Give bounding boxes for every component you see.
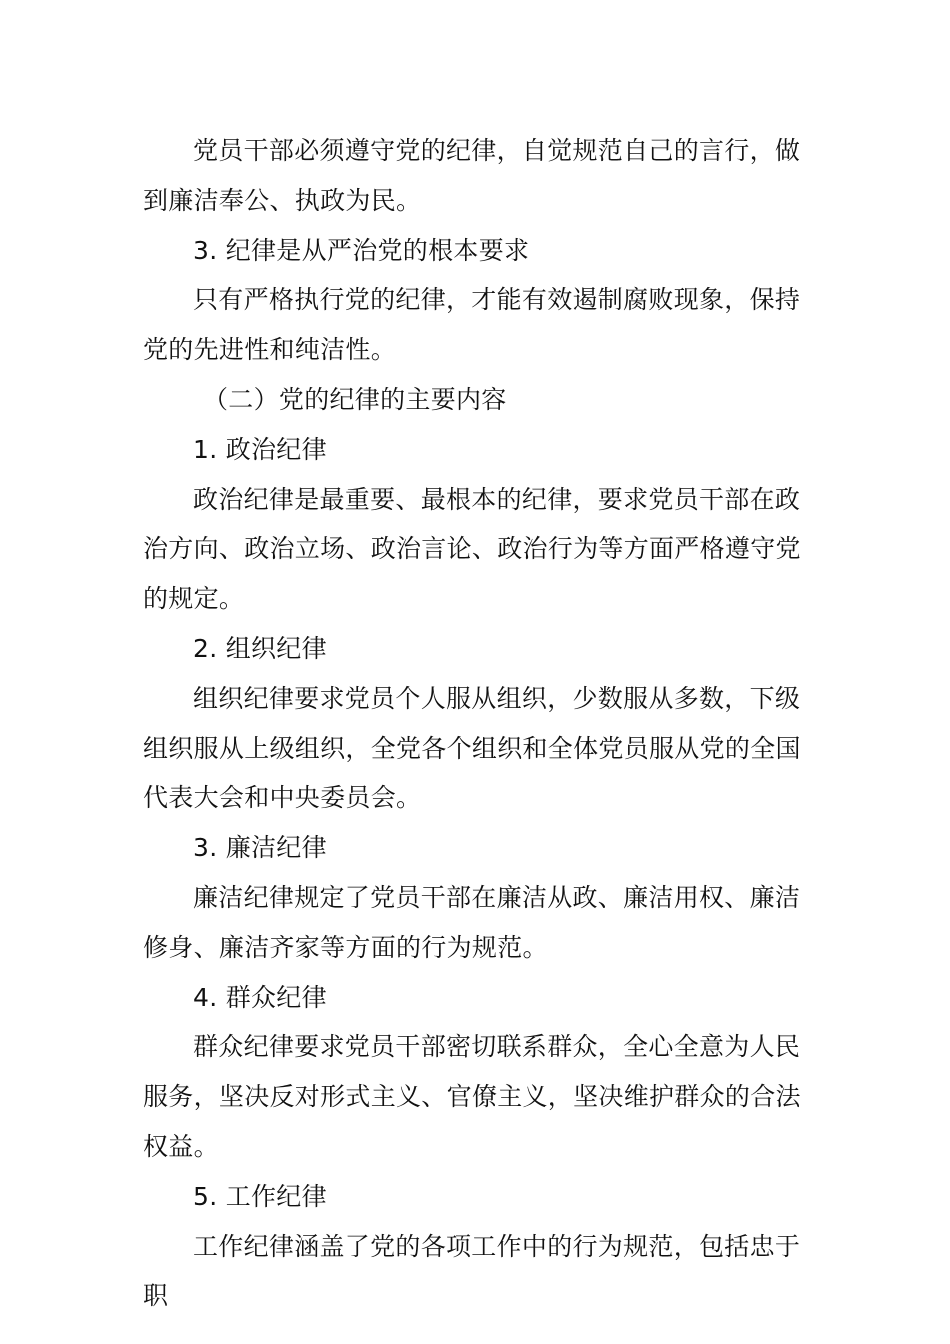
paragraph: 工作纪律涵盖了党的各项工作中的行为规范，包括忠于职 xyxy=(143,1231,801,1311)
paragraph: 群众纪律要求党员干部密切联系群众，全心全意为人民服务，坚决反对形式主义、官僚主义，坚决维护群众的合法权益。 xyxy=(143,1032,801,1161)
section-heading: （二）党的纪律的主要内容 xyxy=(203,384,507,414)
paragraph: 廉洁纪律规定了党员干部在廉洁从政、廉洁用权、廉洁修身、廉洁齐家等方面的行为规范。 xyxy=(143,882,801,962)
paragraph: 只有严格执行党的纪律，才能有效遏制腐败现象，保持党的先进性和纯洁性。 xyxy=(143,285,801,365)
subheading: 4. 群众纪律 xyxy=(193,982,327,1012)
document-body xyxy=(143,126,807,1321)
paragraph: 组织纪律要求党员个人服从组织，少数服从多数，下级组织服从上级组织，全党各个组织和全体党员服从党的全国代表大会和中央委员会。 xyxy=(143,683,801,813)
paragraph: 党员干部必须遵守党的纪律，自觉规范自己的言行，做到廉洁奉公、执政为民。 xyxy=(143,136,801,215)
paragraph: 政治纪律是最重要、最根本的纪律，要求党员干部在政治方向、政治立场、政治言论、政治行为等方面严格遵守党的规定。 xyxy=(143,484,801,614)
subheading: 1. 政治纪律 xyxy=(193,434,327,464)
subheading: 2. 组织纪律 xyxy=(193,633,327,663)
subheading: 5. 工作纪律 xyxy=(193,1181,327,1211)
subheading: 3. 纪律是从严治党的根本要求 xyxy=(193,235,530,265)
subheading: 3. 廉洁纪律 xyxy=(193,833,327,863)
